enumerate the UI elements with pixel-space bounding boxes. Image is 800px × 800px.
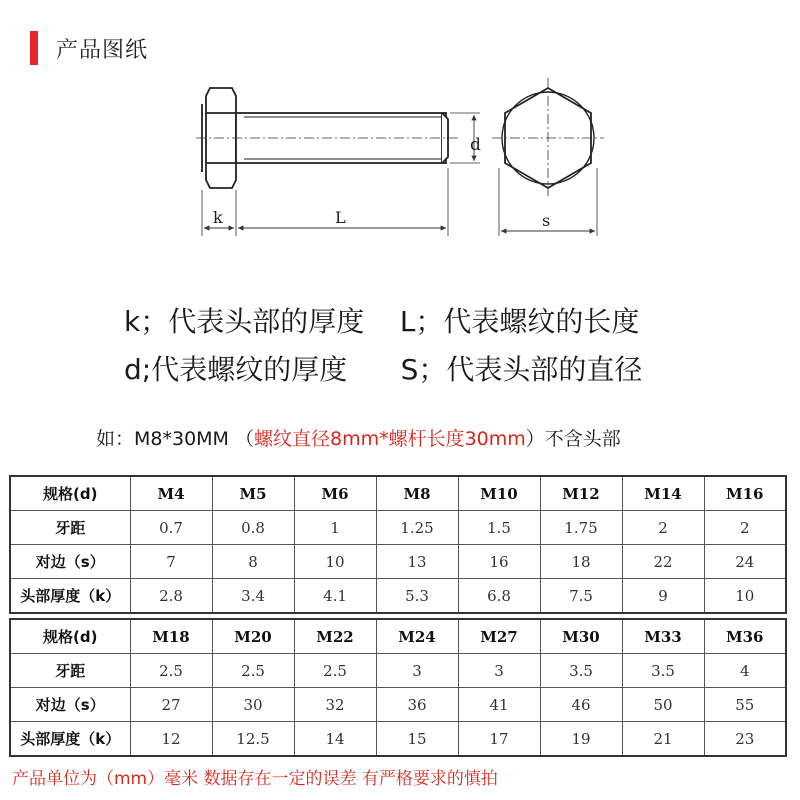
table-cell: 10 [704,579,786,614]
table-cell: 14 [294,722,376,757]
table-cell: 12.5 [212,722,294,757]
size-cell: M22 [294,619,376,654]
table-cell: 3.5 [622,654,704,688]
table-cell: 8 [212,545,294,579]
table-cell: 4 [704,654,786,688]
table-row [10,545,786,579]
table-row [10,722,786,757]
table-cell: 30 [212,688,294,722]
size-cell: M36 [704,619,786,654]
table-cell: 7.5 [540,579,622,614]
table-cell: 7 [130,545,212,579]
table-cell: 32 [294,688,376,722]
row-label: 规格(d) [10,619,130,654]
table-cell: 36 [376,688,458,722]
size-cell: M6 [294,476,376,511]
table-cell: 2 [622,511,704,545]
unit-footnote: 产品单位为（mm）毫米 数据存在一定的误差 有严格要求的慎拍 [12,769,498,789]
table-cell: 1.5 [458,511,540,545]
dim-label-L: L [335,208,346,227]
table-cell: 55 [704,688,786,722]
size-cell: M30 [540,619,622,654]
table-row [10,688,786,722]
spec-table-1 [9,475,787,614]
table-cell: 46 [540,688,622,722]
spec-table-2 [9,618,787,757]
size-cell: M33 [622,619,704,654]
example-suffix: ）不含头部 [525,428,621,450]
table-cell: 10 [294,545,376,579]
example-note [96,424,621,451]
row-label: 对边（s） [10,688,130,722]
table-cell: 0.8 [212,511,294,545]
table-cell: 15 [376,722,458,757]
size-cell: M4 [130,476,212,511]
table-cell: 50 [622,688,704,722]
table-cell: 2.5 [294,654,376,688]
size-cell: M18 [130,619,212,654]
table-cell: 5.3 [376,579,458,614]
table-cell: 0.7 [130,511,212,545]
dim-label-k: k [213,208,223,227]
row-label: 牙距 [10,654,130,688]
row-label: 对边（s） [10,545,130,579]
size-cell: M12 [540,476,622,511]
table-cell: 24 [704,545,786,579]
table-cell: 16 [458,545,540,579]
table-row [10,511,786,545]
table-row [10,654,786,688]
example-highlight: 螺纹直径8mm*螺杆长度30mm [253,428,526,450]
table-cell: 1 [294,511,376,545]
dim-label-s: s [542,211,551,230]
dim-label-d: d [470,135,481,155]
page-title: 产品图纸 [56,38,149,63]
size-cell: M24 [376,619,458,654]
table-cell: 12 [130,722,212,757]
table-row [10,476,786,511]
table-cell: 23 [704,722,786,757]
table-cell: 21 [622,722,704,757]
table-cell: 3.4 [212,579,294,614]
size-cell: M16 [704,476,786,511]
table-cell: 27 [130,688,212,722]
table-cell: 3.5 [540,654,622,688]
table-cell: 2.5 [130,654,212,688]
table-cell: 3 [458,654,540,688]
table-cell: 6.8 [458,579,540,614]
table-cell: 9 [622,579,704,614]
table-cell: 1.75 [540,511,622,545]
header-accent-bar [30,31,38,65]
table-cell: 3 [376,654,458,688]
row-label: 头部厚度（k） [10,579,130,614]
table-row [10,579,786,614]
table-cell: 19 [540,722,622,757]
table-cell: 17 [458,722,540,757]
legend-line-k-L: k；代表头部的厚度 L；代表螺纹的长度 [124,305,640,338]
row-label: 头部厚度（k） [10,722,130,757]
example-prefix: 如：M8*30MM （ [96,428,254,450]
size-cell: M10 [458,476,540,511]
size-cell: M14 [622,476,704,511]
table-cell: 22 [622,545,704,579]
table-cell: 1.25 [376,511,458,545]
size-cell: M8 [376,476,458,511]
table-cell: 2 [704,511,786,545]
bolt-drawing [180,68,620,246]
row-label: 牙距 [10,511,130,545]
table-cell: 18 [540,545,622,579]
size-cell: M27 [458,619,540,654]
table-cell: 13 [376,545,458,579]
row-label: 规格(d) [10,476,130,511]
table-row [10,619,786,654]
size-cell: M5 [212,476,294,511]
size-cell: M20 [212,619,294,654]
table-cell: 2.5 [212,654,294,688]
table-cell: 2.8 [130,579,212,614]
legend-line-d-S: d;代表螺纹的厚度 S；代表头部的直径 [124,353,643,386]
table-cell: 4.1 [294,579,376,614]
table-cell: 41 [458,688,540,722]
